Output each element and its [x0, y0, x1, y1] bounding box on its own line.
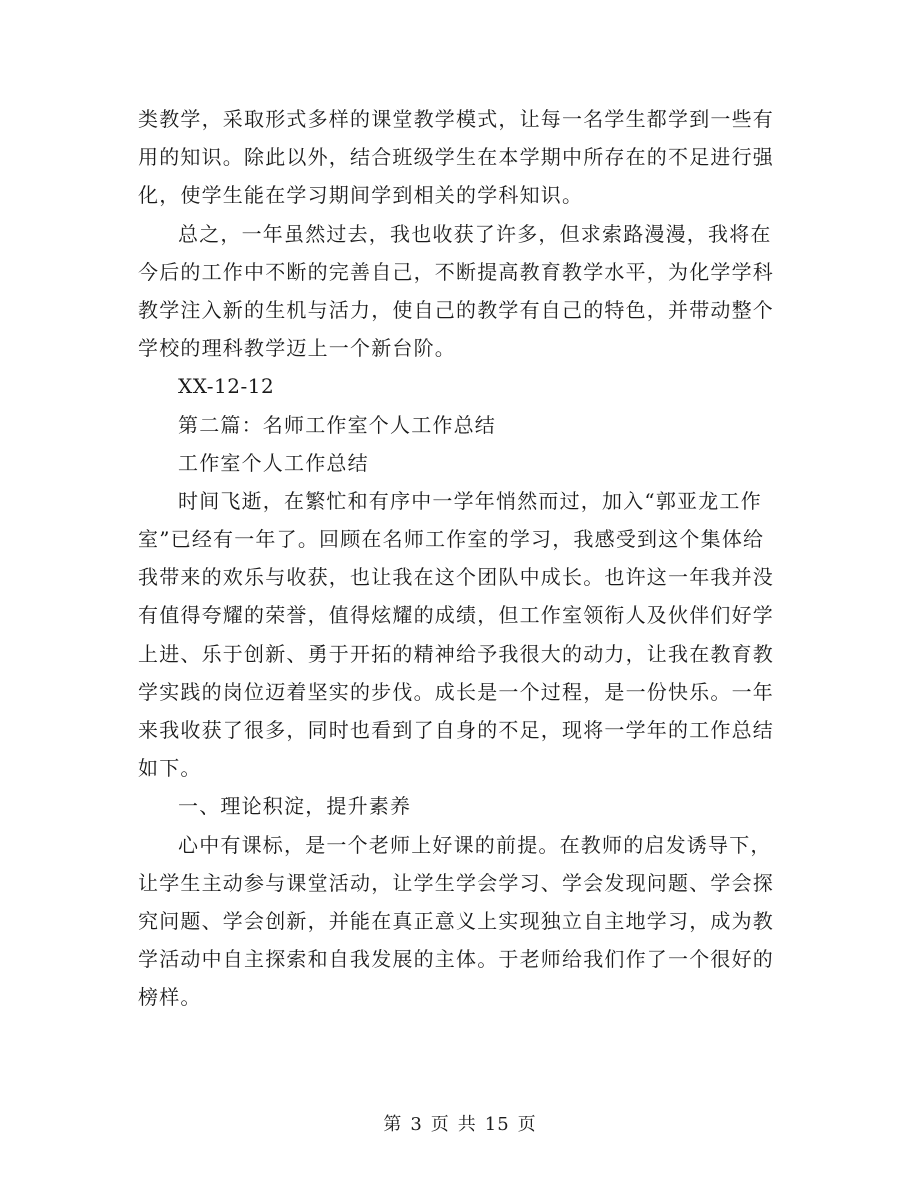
text-line: 上进、乐于创新、勇于开拓的精神给予我很大的动力，让我在教育教 [138, 641, 774, 666]
date-line: XX-12-12 [178, 374, 275, 399]
paragraph-start: 总之，一年虽然过去，我也收获了许多，但求索路漫漫，我将在 [178, 221, 772, 246]
footer-suffix: 页 [517, 1114, 537, 1135]
text-line: 用的知识。除此以外，结合班级学生在本学期中所存在的不足进行强 [138, 145, 774, 170]
text-line: 如下。 [138, 756, 202, 781]
current-page-number: 3 [410, 1114, 423, 1135]
paragraph-start: 时间飞逝，在繁忙和有序中一学年悄然而过，加入“郭亚龙工作 [178, 488, 762, 513]
text-line: 来我收获了很多，同时也看到了自身的不足，现将一学年的工作总结 [138, 718, 774, 742]
footer-total-word: 共 [457, 1114, 477, 1135]
text-line: 我带来的欢乐与收获，也让我在这个团队中成长。也许这一年我并没 [138, 565, 774, 590]
paragraph-start: 心中有课标，是一个老师上好课的前提。在教师的启发诱导下， [178, 832, 772, 857]
text-line: 化，使学生能在学习期间学到相关的学科知识。 [138, 183, 584, 208]
body-text [138, 100, 788, 1017]
subsection-heading: 一、理论积淀，提升素养 [178, 794, 412, 819]
footer-page-word: 页 [430, 1114, 450, 1135]
text-line: 教学注入新的生机与活力，使自己的教学有自己的特色，并带动整个 [138, 297, 774, 322]
total-page-count: 15 [484, 1114, 510, 1135]
text-line: 榜样。 [138, 985, 202, 1010]
text-line: 室”已经有一年了。回顾在名师工作室的学习，我感受到这个集体给 [138, 527, 765, 552]
text-line: 有值得夸耀的荣誉，值得炫耀的成绩，但工作室领衔人及伙伴们好学 [138, 603, 774, 628]
page-footer [0, 1110, 920, 1136]
text-line: 学活动中自主探索和自我发展的主体。于老师给我们作了一个很好的 [138, 947, 774, 972]
section-title: 工作室个人工作总结 [178, 450, 369, 475]
footer-prefix: 第 [383, 1114, 403, 1135]
text-line: 学实践的岗位迈着坚实的步伐。成长是一个过程，是一份快乐。一年 [138, 679, 774, 704]
text-line: 今后的工作中不断的完善自己，不断提高教育教学水平，为化学学科 [138, 259, 774, 284]
text-line: 学校的理科教学迈上一个新台阶。 [138, 336, 456, 361]
text-line: 类教学，采取形式多样的课堂教学模式，让每一名学生都学到一些有 [138, 107, 774, 131]
text-line: 究问题、学会创新，并能在真正意义上实现独立自主地学习，成为教 [138, 908, 774, 933]
text-line: 让学生主动参与课堂活动，让学生学会学习、学会发现问题、学会探 [138, 870, 774, 895]
section-heading: 第二篇：名师工作室个人工作总结 [178, 412, 496, 437]
